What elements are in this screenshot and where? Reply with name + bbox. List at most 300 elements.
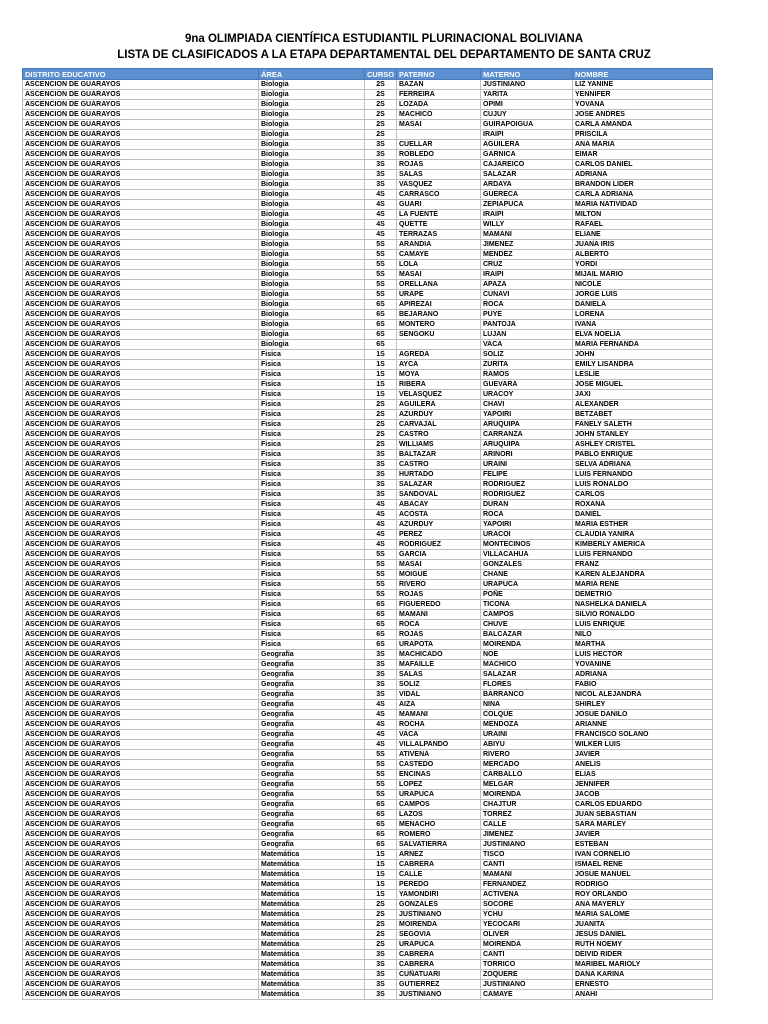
cell-nombre: YOVANA xyxy=(573,100,713,110)
cell-materno: IRAIPI xyxy=(481,210,573,220)
column-header-area: ÁREA xyxy=(259,69,365,80)
cell-area: Geografia xyxy=(259,680,365,690)
cell-distrito: ASCENCION DE GUARAYOS xyxy=(23,150,259,160)
cell-distrito: ASCENCION DE GUARAYOS xyxy=(23,810,259,820)
cell-materno: CAMAYE xyxy=(481,990,573,1000)
cell-area: Biologia xyxy=(259,320,365,330)
cell-area: Fisica xyxy=(259,430,365,440)
cell-nombre: MARIA SALOME xyxy=(573,910,713,920)
table-row xyxy=(23,580,713,590)
table-row xyxy=(23,160,713,170)
cell-materno: CRUZ xyxy=(481,260,573,270)
cell-materno: NINA xyxy=(481,700,573,710)
cell-nombre: YOVANINE xyxy=(573,660,713,670)
cell-nombre: JUANA IRIS xyxy=(573,240,713,250)
cell-area: Biologia xyxy=(259,100,365,110)
table-row xyxy=(23,690,713,700)
cell-materno: YAPOIRI xyxy=(481,520,573,530)
cell-distrito: ASCENCION DE GUARAYOS xyxy=(23,590,259,600)
cell-paterno: URAPUCA xyxy=(397,940,481,950)
cell-area: Biologia xyxy=(259,200,365,210)
cell-paterno: VELASQUEZ xyxy=(397,390,481,400)
cell-curso: 6S xyxy=(365,810,397,820)
cell-area: Biologia xyxy=(259,180,365,190)
table-row xyxy=(23,390,713,400)
cell-area: Fisica xyxy=(259,350,365,360)
table-row xyxy=(23,300,713,310)
cell-curso: 3S xyxy=(365,150,397,160)
cell-nombre: NILO xyxy=(573,630,713,640)
cell-distrito: ASCENCION DE GUARAYOS xyxy=(23,640,259,650)
cell-materno: URACOI xyxy=(481,530,573,540)
cell-area: Fisica xyxy=(259,360,365,370)
cell-distrito: ASCENCION DE GUARAYOS xyxy=(23,560,259,570)
cell-paterno: SENGOKU xyxy=(397,330,481,340)
cell-materno: JUSTINIANO xyxy=(481,980,573,990)
cell-curso: 5S xyxy=(365,260,397,270)
cell-nombre: ADRIANA xyxy=(573,670,713,680)
cell-paterno: ROCA xyxy=(397,620,481,630)
cell-materno: YARITA xyxy=(481,90,573,100)
cell-materno: SOLIZ xyxy=(481,350,573,360)
cell-materno: ARUQUIPA xyxy=(481,440,573,450)
cell-area: Fisica xyxy=(259,400,365,410)
cell-area: Geografia xyxy=(259,770,365,780)
cell-paterno: ORELLANA xyxy=(397,280,481,290)
cell-curso: 4S xyxy=(365,700,397,710)
cell-nombre: FABIO xyxy=(573,680,713,690)
cell-curso: 3S xyxy=(365,670,397,680)
table-row xyxy=(23,90,713,100)
classified-students-table xyxy=(22,68,713,1000)
cell-nombre: LUIS RONALDO xyxy=(573,480,713,490)
cell-materno: RODRIGUEZ xyxy=(481,480,573,490)
cell-materno: ARUQUIPA xyxy=(481,420,573,430)
cell-paterno: AZURDUY xyxy=(397,410,481,420)
cell-nombre: EIMAR xyxy=(573,150,713,160)
cell-materno: CHUVE xyxy=(481,620,573,630)
cell-curso: 5S xyxy=(365,250,397,260)
cell-area: Geografia xyxy=(259,650,365,660)
cell-curso: 2S xyxy=(365,90,397,100)
cell-nombre: KAREN ALEJANDRA xyxy=(573,570,713,580)
cell-nombre: JOSE MIGUEL xyxy=(573,380,713,390)
cell-paterno: HURTADO xyxy=(397,470,481,480)
table-row xyxy=(23,850,713,860)
cell-curso: 6S xyxy=(365,800,397,810)
table-row xyxy=(23,560,713,570)
cell-curso: 5S xyxy=(365,750,397,760)
cell-materno: TISCO xyxy=(481,850,573,860)
cell-curso: 2S xyxy=(365,910,397,920)
table-row xyxy=(23,840,713,850)
cell-nombre: JUAN SEBASTIAN xyxy=(573,810,713,820)
table-row xyxy=(23,740,713,750)
cell-paterno: GUARI xyxy=(397,200,481,210)
cell-curso: 6S xyxy=(365,840,397,850)
cell-materno: URACOY xyxy=(481,390,573,400)
cell-paterno: AYCA xyxy=(397,360,481,370)
cell-area: Biologia xyxy=(259,300,365,310)
cell-nombre: JOHN xyxy=(573,350,713,360)
cell-distrito: ASCENCION DE GUARAYOS xyxy=(23,890,259,900)
cell-materno: DURAN xyxy=(481,500,573,510)
cell-nombre: ANA MAYERLY xyxy=(573,900,713,910)
cell-paterno: CASTEDO xyxy=(397,760,481,770)
cell-materno: FELIPE xyxy=(481,470,573,480)
cell-nombre: LUIS FERNANDO xyxy=(573,470,713,480)
cell-paterno: ROJAS xyxy=(397,630,481,640)
cell-materno: TORREZ xyxy=(481,810,573,820)
cell-materno: ACTIVENA xyxy=(481,890,573,900)
cell-curso: 3S xyxy=(365,460,397,470)
cell-materno: RIVERO xyxy=(481,750,573,760)
cell-area: Fisica xyxy=(259,530,365,540)
cell-area: Geografia xyxy=(259,720,365,730)
cell-area: Geografia xyxy=(259,670,365,680)
table-row xyxy=(23,520,713,530)
table-row xyxy=(23,880,713,890)
cell-materno: COLQUE xyxy=(481,710,573,720)
cell-distrito: ASCENCION DE GUARAYOS xyxy=(23,900,259,910)
cell-curso: 6S xyxy=(365,310,397,320)
cell-paterno: MAMANI xyxy=(397,610,481,620)
table-row xyxy=(23,140,713,150)
cell-materno: NOE xyxy=(481,650,573,660)
cell-materno: AGUILERA xyxy=(481,140,573,150)
cell-area: Biologia xyxy=(259,140,365,150)
cell-materno: SALAZAR xyxy=(481,670,573,680)
cell-paterno: BALTAZAR xyxy=(397,450,481,460)
cell-materno: POÑE xyxy=(481,590,573,600)
cell-materno: TORRICO xyxy=(481,960,573,970)
cell-distrito: ASCENCION DE GUARAYOS xyxy=(23,660,259,670)
cell-area: Matemática xyxy=(259,970,365,980)
cell-paterno: WILLIAMS xyxy=(397,440,481,450)
cell-paterno: CABRERA xyxy=(397,950,481,960)
column-header-distrito: DISTRITO EDUCATIVO xyxy=(23,69,259,80)
cell-paterno: ABACAY xyxy=(397,500,481,510)
cell-paterno: MACHICADO xyxy=(397,650,481,660)
cell-area: Biologia xyxy=(259,160,365,170)
cell-distrito: ASCENCION DE GUARAYOS xyxy=(23,740,259,750)
table-row xyxy=(23,670,713,680)
cell-distrito: ASCENCION DE GUARAYOS xyxy=(23,780,259,790)
cell-distrito: ASCENCION DE GUARAYOS xyxy=(23,320,259,330)
table-row xyxy=(23,460,713,470)
cell-distrito: ASCENCION DE GUARAYOS xyxy=(23,950,259,960)
cell-curso: 5S xyxy=(365,770,397,780)
cell-area: Biologia xyxy=(259,110,365,120)
cell-curso: 1S xyxy=(365,870,397,880)
cell-nombre: JESUS DANIEL xyxy=(573,930,713,940)
cell-materno: URAINI xyxy=(481,730,573,740)
cell-distrito: ASCENCION DE GUARAYOS xyxy=(23,370,259,380)
cell-materno: ARINORI xyxy=(481,450,573,460)
cell-materno: CHAJTUR xyxy=(481,800,573,810)
cell-area: Geografia xyxy=(259,790,365,800)
cell-area: Matemática xyxy=(259,990,365,1000)
table-row xyxy=(23,310,713,320)
cell-materno: SOCORE xyxy=(481,900,573,910)
cell-curso: 5S xyxy=(365,580,397,590)
cell-area: Geografia xyxy=(259,710,365,720)
cell-nombre: ANA MARIA xyxy=(573,140,713,150)
cell-distrito: ASCENCION DE GUARAYOS xyxy=(23,880,259,890)
cell-materno: LUJAN xyxy=(481,330,573,340)
cell-area: Geografia xyxy=(259,810,365,820)
table-row xyxy=(23,600,713,610)
cell-area: Fisica xyxy=(259,380,365,390)
cell-paterno: BEJARANO xyxy=(397,310,481,320)
cell-area: Matemática xyxy=(259,940,365,950)
cell-area: Fisica xyxy=(259,550,365,560)
cell-distrito: ASCENCION DE GUARAYOS xyxy=(23,960,259,970)
cell-nombre: IVANA xyxy=(573,320,713,330)
cell-curso: 1S xyxy=(365,380,397,390)
cell-nombre: MARIA ESTHER xyxy=(573,520,713,530)
cell-paterno: SOLIZ xyxy=(397,680,481,690)
cell-area: Fisica xyxy=(259,460,365,470)
cell-paterno: CUELLAR xyxy=(397,140,481,150)
document-title: 9na OLIMPIADA CIENTÍFICA ESTUDIANTIL PLURINACIONAL BOLIVIANA xyxy=(184,33,584,45)
cell-nombre: MARIA NATIVIDAD xyxy=(573,200,713,210)
cell-curso: 2S xyxy=(365,900,397,910)
cell-paterno: RIVERO xyxy=(397,580,481,590)
cell-paterno: ROMERO xyxy=(397,830,481,840)
table-row xyxy=(23,640,713,650)
cell-distrito: ASCENCION DE GUARAYOS xyxy=(23,300,259,310)
table-row xyxy=(23,170,713,180)
cell-nombre: KIMBERLY AMERICA xyxy=(573,540,713,550)
cell-paterno: SALAZAR xyxy=(397,480,481,490)
cell-distrito: ASCENCION DE GUARAYOS xyxy=(23,940,259,950)
cell-area: Fisica xyxy=(259,520,365,530)
cell-paterno: AGUILERA xyxy=(397,400,481,410)
cell-materno: CARBALLO xyxy=(481,770,573,780)
cell-area: Geografia xyxy=(259,840,365,850)
cell-paterno: MASAI xyxy=(397,560,481,570)
cell-area: Matemática xyxy=(259,900,365,910)
cell-area: Biologia xyxy=(259,230,365,240)
cell-paterno: CARVAJAL xyxy=(397,420,481,430)
cell-curso: 4S xyxy=(365,530,397,540)
cell-materno: MACHICO xyxy=(481,660,573,670)
cell-materno: ABIYU xyxy=(481,740,573,750)
cell-distrito: ASCENCION DE GUARAYOS xyxy=(23,240,259,250)
table-row xyxy=(23,540,713,550)
cell-distrito: ASCENCION DE GUARAYOS xyxy=(23,310,259,320)
cell-paterno: CARRASCO xyxy=(397,190,481,200)
cell-paterno: GONZALES xyxy=(397,900,481,910)
table-row xyxy=(23,770,713,780)
table-row xyxy=(23,130,713,140)
cell-curso: 3S xyxy=(365,950,397,960)
cell-nombre: NICOLE xyxy=(573,280,713,290)
cell-nombre: CARLOS xyxy=(573,490,713,500)
cell-curso: 2S xyxy=(365,120,397,130)
cell-curso: 4S xyxy=(365,210,397,220)
cell-distrito: ASCENCION DE GUARAYOS xyxy=(23,160,259,170)
cell-area: Geografia xyxy=(259,690,365,700)
table-row xyxy=(23,930,713,940)
cell-curso: 6S xyxy=(365,630,397,640)
cell-nombre: ALBERTO xyxy=(573,250,713,260)
cell-area: Biologia xyxy=(259,190,365,200)
cell-curso: 2S xyxy=(365,100,397,110)
table-row xyxy=(23,270,713,280)
cell-distrito: ASCENCION DE GUARAYOS xyxy=(23,270,259,280)
cell-distrito: ASCENCION DE GUARAYOS xyxy=(23,920,259,930)
cell-curso: 3S xyxy=(365,180,397,190)
cell-area: Matemática xyxy=(259,860,365,870)
cell-distrito: ASCENCION DE GUARAYOS xyxy=(23,840,259,850)
cell-materno: RODRIGUEZ xyxy=(481,490,573,500)
cell-area: Fisica xyxy=(259,440,365,450)
table-row xyxy=(23,910,713,920)
cell-curso: 1S xyxy=(365,370,397,380)
table-row xyxy=(23,240,713,250)
cell-nombre: ELIANE xyxy=(573,230,713,240)
cell-curso: 4S xyxy=(365,520,397,530)
cell-nombre: NICOL ALEJANDRA xyxy=(573,690,713,700)
cell-materno: YAPOIRI xyxy=(481,410,573,420)
cell-nombre: SELVA ADRIANA xyxy=(573,460,713,470)
cell-curso: 3S xyxy=(365,980,397,990)
cell-paterno: ARNEZ xyxy=(397,850,481,860)
cell-materno: YCHU xyxy=(481,910,573,920)
cell-area: Matemática xyxy=(259,960,365,970)
cell-area: Fisica xyxy=(259,480,365,490)
cell-area: Fisica xyxy=(259,600,365,610)
cell-materno: MOIRENDA xyxy=(481,640,573,650)
cell-area: Biologia xyxy=(259,150,365,160)
cell-materno: MENDOZA xyxy=(481,720,573,730)
cell-paterno: MOIGUE xyxy=(397,570,481,580)
cell-distrito: ASCENCION DE GUARAYOS xyxy=(23,830,259,840)
table-row xyxy=(23,450,713,460)
cell-distrito: ASCENCION DE GUARAYOS xyxy=(23,190,259,200)
cell-paterno: YAMONDIRI xyxy=(397,890,481,900)
cell-nombre: SHIRLEY xyxy=(573,700,713,710)
cell-materno: GUIRAPOIGUA xyxy=(481,120,573,130)
cell-curso: 5S xyxy=(365,550,397,560)
cell-paterno: SALAS xyxy=(397,670,481,680)
table-row xyxy=(23,180,713,190)
cell-nombre: MARIA RENE xyxy=(573,580,713,590)
table-row xyxy=(23,110,713,120)
cell-materno: MAMANI xyxy=(481,230,573,240)
cell-curso: 4S xyxy=(365,730,397,740)
cell-distrito: ASCENCION DE GUARAYOS xyxy=(23,600,259,610)
table-row xyxy=(23,380,713,390)
cell-paterno: CABRERA xyxy=(397,860,481,870)
table-body xyxy=(23,80,713,1000)
cell-nombre: ANELIS xyxy=(573,760,713,770)
cell-curso: 2S xyxy=(365,80,397,90)
cell-nombre: ALEXANDER xyxy=(573,400,713,410)
table-row xyxy=(23,650,713,660)
cell-distrito: ASCENCION DE GUARAYOS xyxy=(23,80,259,90)
cell-materno: PUYE xyxy=(481,310,573,320)
cell-nombre: JUANITA xyxy=(573,920,713,930)
cell-paterno: CALLE xyxy=(397,870,481,880)
cell-materno: WILLY xyxy=(481,220,573,230)
cell-paterno: SANDOVAL xyxy=(397,490,481,500)
table-row xyxy=(23,510,713,520)
cell-area: Geografia xyxy=(259,750,365,760)
table-row xyxy=(23,960,713,970)
table-row xyxy=(23,150,713,160)
table-row xyxy=(23,870,713,880)
cell-area: Fisica xyxy=(259,450,365,460)
cell-nombre: ROY ORLANDO xyxy=(573,890,713,900)
cell-paterno: LOLA xyxy=(397,260,481,270)
cell-paterno: URAPE xyxy=(397,290,481,300)
cell-materno: CANTI xyxy=(481,950,573,960)
cell-paterno: MACHICO xyxy=(397,110,481,120)
table-row xyxy=(23,630,713,640)
cell-area: Biologia xyxy=(259,270,365,280)
cell-materno: PANTOJA xyxy=(481,320,573,330)
cell-materno: CARRANZA xyxy=(481,430,573,440)
cell-area: Biologia xyxy=(259,220,365,230)
column-header-materno: MATERNO xyxy=(481,69,573,80)
cell-nombre: CARLOS DANIEL xyxy=(573,160,713,170)
cell-paterno xyxy=(397,130,481,140)
table-row xyxy=(23,490,713,500)
table-row xyxy=(23,430,713,440)
cell-area: Geografia xyxy=(259,700,365,710)
cell-distrito: ASCENCION DE GUARAYOS xyxy=(23,410,259,420)
table-row xyxy=(23,570,713,580)
cell-paterno: MOIRENDA xyxy=(397,920,481,930)
cell-curso: 4S xyxy=(365,710,397,720)
cell-paterno: FIGUEREDO xyxy=(397,600,481,610)
cell-materno: JIMENEZ xyxy=(481,240,573,250)
cell-materno: CALLE xyxy=(481,820,573,830)
cell-distrito: ASCENCION DE GUARAYOS xyxy=(23,100,259,110)
cell-nombre: NASHELKA DANIELA xyxy=(573,600,713,610)
cell-distrito: ASCENCION DE GUARAYOS xyxy=(23,120,259,130)
table-row xyxy=(23,660,713,670)
cell-distrito: ASCENCION DE GUARAYOS xyxy=(23,220,259,230)
cell-nombre: DANIEL xyxy=(573,510,713,520)
cell-nombre: IVAN CORNELIO xyxy=(573,850,713,860)
table-row xyxy=(23,480,713,490)
cell-nombre: ASHLEY CRISTEL xyxy=(573,440,713,450)
cell-materno: ZURITA xyxy=(481,360,573,370)
cell-area: Fisica xyxy=(259,610,365,620)
cell-materno: SALAZAR xyxy=(481,170,573,180)
cell-distrito: ASCENCION DE GUARAYOS xyxy=(23,930,259,940)
cell-curso: 1S xyxy=(365,860,397,870)
table-row xyxy=(23,940,713,950)
cell-materno: ZEPIAPUCA xyxy=(481,200,573,210)
table-row xyxy=(23,410,713,420)
cell-paterno: SALAS xyxy=(397,170,481,180)
table-row xyxy=(23,680,713,690)
cell-distrito: ASCENCION DE GUARAYOS xyxy=(23,990,259,1000)
cell-nombre: LUIS ENRIQUE xyxy=(573,620,713,630)
cell-curso: 5S xyxy=(365,270,397,280)
cell-curso: 6S xyxy=(365,600,397,610)
cell-paterno: SALVATIERRA xyxy=(397,840,481,850)
cell-distrito: ASCENCION DE GUARAYOS xyxy=(23,490,259,500)
cell-distrito: ASCENCION DE GUARAYOS xyxy=(23,630,259,640)
cell-area: Biologia xyxy=(259,170,365,180)
cell-nombre: DEIVID RIDER xyxy=(573,950,713,960)
